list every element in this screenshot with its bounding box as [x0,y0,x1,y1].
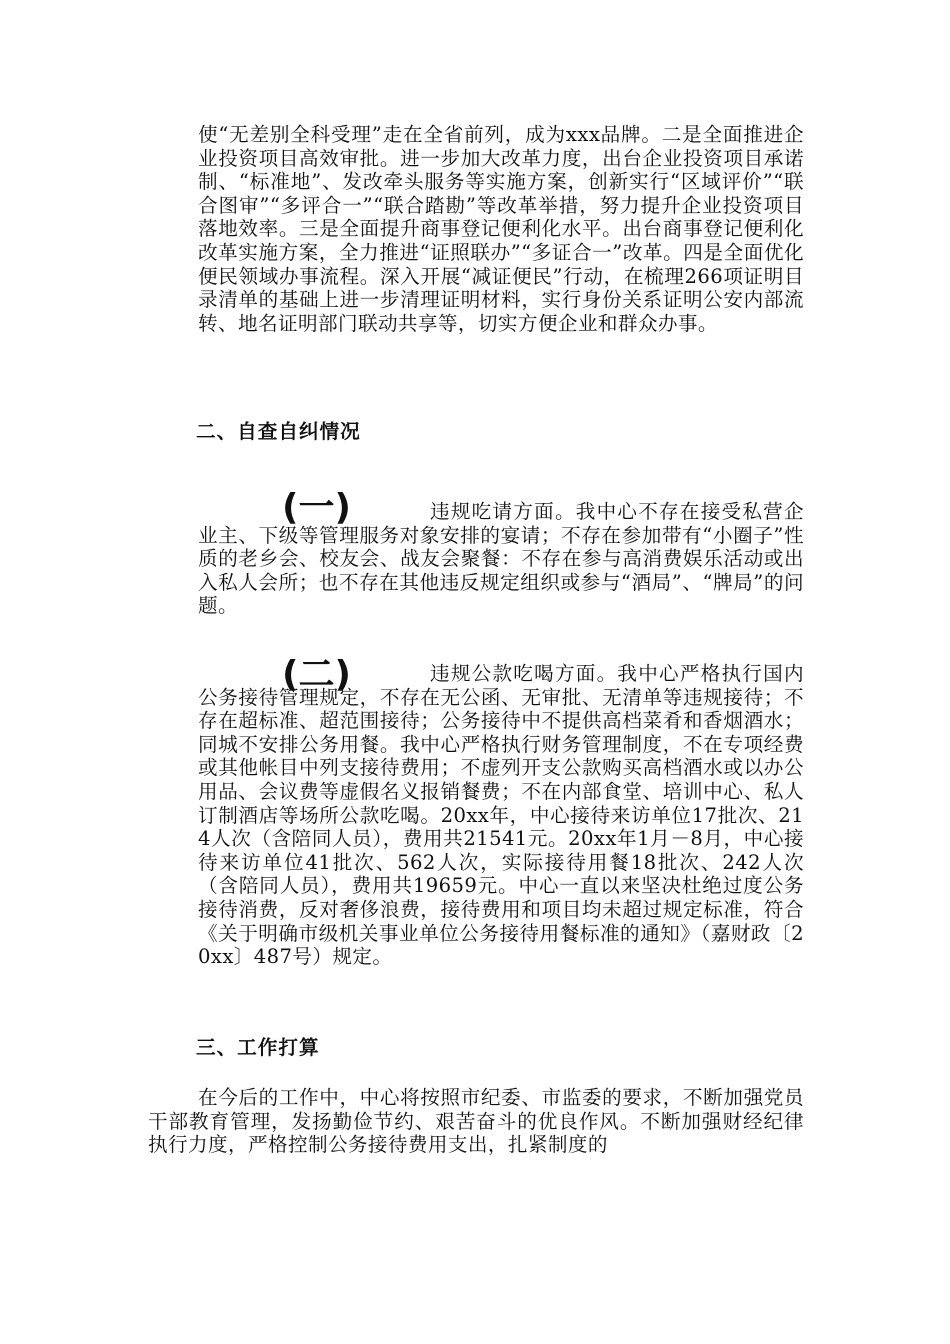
subsection-2 [198,655,804,969]
section-heading-self-inspection: 二、自查自纠情况 [196,420,361,443]
subsection-2-marker: (二) [282,654,351,695]
subsection-2-text: 违规公款吃喝方面。我中心严格执行国内公务接待管理规定，不存在无公函、无审批、无清单等违规接待；不存在超标准、超范围接待；公务接待中不提供高档菜肴和香烟酒水；同城不安排公务用餐。我中心严格执行财务管理制度，不在专项经费或其他帐目中列支接待费用；不虚列开支公款购买高档酒水或以办公用品、会议费等虚假名义报销餐费；不在内部食堂、培训中心、私人订制酒店等场所公款吃喝。20xx年，中心接待来访单位17批次、214人次（含陪同人员），费用共21541元。20xx年1月－8月，中心接待来访单位41批次、562人次，实际接待用餐18批次、242人次（含陪同人员），费用共19659元。中心一直以来坚决杜绝过度公务接待消费，反对奢侈浪费，接待费用和项目均未超过规定标准，符合《关于明确市级机关事业单位公务接待用餐标准的通知》（嘉财政〔20xx〕487号）规定。 [198,662,804,969]
subsection-1-text: 违规吃请方面。我中心不存在接受私营企业主、下级等管理服务对象安排的宴请；不存在参加带有“小圈子”性质的老乡会、校友会、战友会聚餐：不存在参与高消费娱乐活动或出入私人会所；也不存在其他违反规定组织或参与“酒局”、“牌局”的问题。 [198,500,804,618]
work-plan-paragraph: 在今后的工作中，中心将按照市纪委、市监委的要求，不断加强党员干部教育管理，发扬勤俭节约、艰苦奋斗的优良作风。不断加强财经纪律执行力度，严格控制公务接待费用支出，扎紧制度的 [148,1086,804,1157]
intro-paragraph: 使“无差别全科受理”走在全省前列，成为xxx品牌。二是全面推进企业投资项目高效审批。进一步加大改革力度，出台企业投资项目承诺制、“标准地”、发改牵头服务等实施方案，创新实行“区域评价”“联合图审”“多评合一”“联合踏勘”等改革举措，努力提升企业投资项目落地效率。三是全面提升商事登记便利化水平。出台商事登记便利化改革实施方案，全力推进“证照联办”“多证合一”改革。四是全面优化便民领域办事流程。深入开展“减证便民”行动，在梳理266项证明目录清单的基础上进一步清理证明材料，实行身份关系证明公安内部流转、地名证明部门联动共享等，切实方便企业和群众办事。 [198,123,804,335]
section-heading-work-plan: 三、工作打算 [196,1036,320,1059]
subsection-1-marker: (一) [282,487,351,528]
subsection-1 [198,488,804,618]
